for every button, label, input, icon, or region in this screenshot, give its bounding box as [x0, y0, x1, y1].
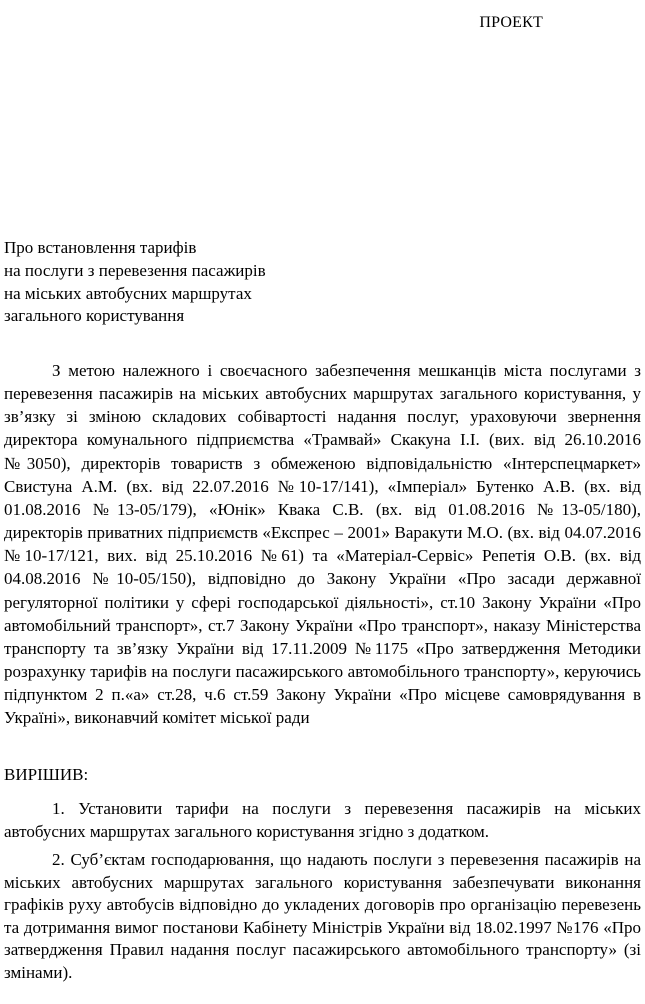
title-line: на міських автобусних маршрутах — [4, 283, 252, 303]
decision-item: 2. Суб’єктам господарювання, що надають послуги з перевезення пасажирів на міських автобусних маршрутах загального користування забезпечувати виконання графіків руху автобусів відповідно до укладених договорів про організацію перевезень та дотримання вимог постанови Кабінету Міністрів України від 18.02.1997 №176 «Про затвердження Правил надання послуг пасажирського автомобільного транспорту» (зі змінами). — [4, 850, 641, 982]
document-title — [4, 237, 404, 328]
title-line: на послуги з перевезення пасажирів — [4, 260, 266, 280]
decision-heading: ВИРІШИВ: — [4, 765, 89, 784]
title-line: Про встановлення тарифів — [4, 238, 197, 257]
title-line: загального користування — [4, 306, 185, 326]
decision-item: 1. Установити тарифи на послуги з перевезення пасажирів на міських автобусних маршрутах загального користування згідно з додатком. — [4, 799, 641, 841]
draft-mark: ПРОЕКТ — [479, 14, 543, 31]
preamble-paragraph: З метою належного і своєчасного забезпечення мешканців міста послугами з перевезення пасажирів на міських автобусних маршрутах загального користування, у зв’язку зі зміною складових собівартості надання послуг, ураховуючи звернення директора комунального підприємства «Трамвай» Скакуна І.І. (вих. від 26.10.2016 №3050), директорів товариств з обмеженою відповідальністю «Інтерспецмаркет» Свистуна А.М. (вх. від 22.07.2016 №10-17/141), «Імперіал» Бутенко А.В. (вх. від 01.08.2016 №13-05/179), «Юнік» Квака С.В. (вх. від 01.08.2016 №13-05/180), директорів приватних підприємств «Експрес – 2001» Варакути М.О. (вх. від 04.07.2016 №10-17/121, вих. від 25.10.2016 №61) та «Матеріал-Сервіс» Репетія О.В. (вх. від 04.08.2016 №10-05/150), відповідно до Закону України «Про засади державної регуляторної політики у сфері господарської діяльності», ст.10 Закону України «Про автомобільний транспорт», ст.7 Закону України «Про транспорт», наказу Міністерства транспорту та зв’язку України від 17.11.2009 №1175 «Про затвердження Методики розрахунку тарифів на послуги пасажирського автомобільного транспорту», керуючись підпунктом 2 п.«а» ст.28, ч.6 ст.59 Закону України «Про місцеве самоврядування в Україні», виконавчий комітет міської ради — [4, 361, 641, 728]
